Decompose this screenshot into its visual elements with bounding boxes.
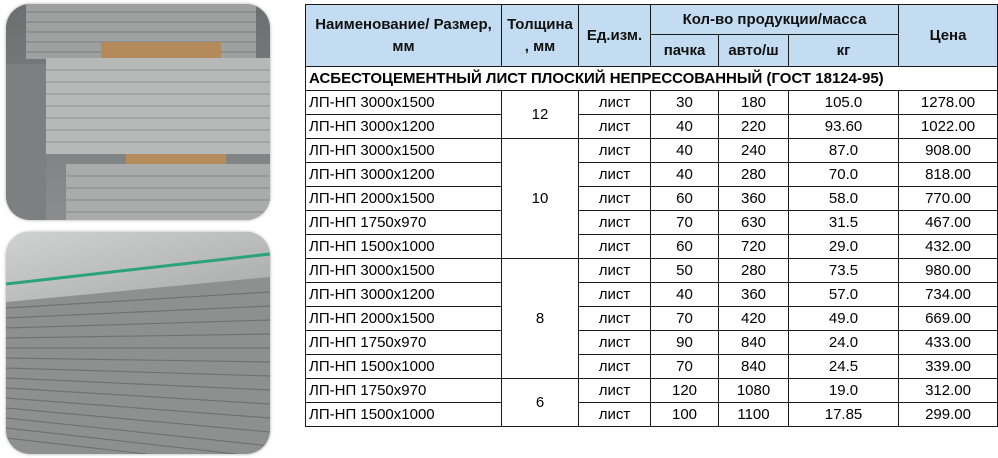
unit-cell: лист bbox=[579, 115, 651, 139]
truck-qty-cell: 630 bbox=[719, 211, 789, 235]
product-name-cell: ЛП-НП 1500х1000 bbox=[306, 355, 502, 379]
product-name-cell: ЛП-НП 3000х1200 bbox=[306, 163, 502, 187]
pack-qty-cell: 70 bbox=[651, 211, 719, 235]
weight-kg-cell: 31.5 bbox=[789, 211, 899, 235]
product-name-cell: ЛП-НП 3000х1200 bbox=[306, 115, 502, 139]
unit-cell: лист bbox=[579, 331, 651, 355]
thickness-cell: 8 bbox=[502, 259, 579, 379]
truck-qty-cell: 1080 bbox=[719, 379, 789, 403]
truck-qty-cell: 240 bbox=[719, 139, 789, 163]
header-unit: Ед.изм. bbox=[579, 5, 651, 67]
price-cell: 339.00 bbox=[899, 355, 998, 379]
unit-cell: лист bbox=[579, 355, 651, 379]
weight-kg-cell: 93.60 bbox=[789, 115, 899, 139]
product-name-cell: ЛП-НП 3000х1500 bbox=[306, 259, 502, 283]
unit-cell: лист bbox=[579, 91, 651, 115]
price-cell: 1022.00 bbox=[899, 115, 998, 139]
price-cell: 980.00 bbox=[899, 259, 998, 283]
pack-qty-cell: 40 bbox=[651, 115, 719, 139]
unit-cell: лист bbox=[579, 139, 651, 163]
product-name-cell: ЛП-НП 3000х1500 bbox=[306, 91, 502, 115]
table-header-row bbox=[306, 5, 998, 35]
product-name-cell: ЛП-НП 3000х1200 bbox=[306, 283, 502, 307]
product-name-cell: ЛП-НП 3000х1500 bbox=[306, 139, 502, 163]
weight-kg-cell: 24.5 bbox=[789, 355, 899, 379]
weight-kg-cell: 49.0 bbox=[789, 307, 899, 331]
price-cell: 433.00 bbox=[899, 331, 998, 355]
table-row bbox=[306, 307, 998, 331]
header-pack: пачка bbox=[651, 35, 719, 67]
header-price: Цена bbox=[899, 5, 998, 67]
truck-qty-cell: 840 bbox=[719, 331, 789, 355]
pack-qty-cell: 30 bbox=[651, 91, 719, 115]
price-cell: 432.00 bbox=[899, 235, 998, 259]
table-row bbox=[306, 331, 998, 355]
truck-qty-cell: 360 bbox=[719, 187, 789, 211]
pack-qty-cell: 50 bbox=[651, 259, 719, 283]
weight-kg-cell: 87.0 bbox=[789, 139, 899, 163]
header-kg: кг bbox=[789, 35, 899, 67]
weight-kg-cell: 73.5 bbox=[789, 259, 899, 283]
price-cell: 467.00 bbox=[899, 211, 998, 235]
unit-cell: лист bbox=[579, 211, 651, 235]
product-name-cell: ЛП-НП 2000х1500 bbox=[306, 307, 502, 331]
price-cell: 669.00 bbox=[899, 307, 998, 331]
product-name-cell: ЛП-НП 1750х970 bbox=[306, 379, 502, 403]
table-row bbox=[306, 139, 998, 163]
pack-qty-cell: 100 bbox=[651, 403, 719, 427]
truck-qty-cell: 360 bbox=[719, 283, 789, 307]
weight-kg-cell: 58.0 bbox=[789, 187, 899, 211]
truck-qty-cell: 1100 bbox=[719, 403, 789, 427]
truck-qty-cell: 840 bbox=[719, 355, 789, 379]
thickness-cell: 12 bbox=[502, 91, 579, 139]
unit-cell: лист bbox=[579, 283, 651, 307]
price-cell: 312.00 bbox=[899, 379, 998, 403]
pack-qty-cell: 40 bbox=[651, 163, 719, 187]
price-cell: 299.00 bbox=[899, 403, 998, 427]
price-cell: 770.00 bbox=[899, 187, 998, 211]
product-name-cell: ЛП-НП 1500х1000 bbox=[306, 403, 502, 427]
truck-qty-cell: 180 bbox=[719, 91, 789, 115]
truck-qty-cell: 280 bbox=[719, 259, 789, 283]
unit-cell: лист bbox=[579, 379, 651, 403]
table-row bbox=[306, 235, 998, 259]
price-table bbox=[305, 4, 998, 427]
price-cell: 734.00 bbox=[899, 283, 998, 307]
unit-cell: лист bbox=[579, 307, 651, 331]
truck-qty-cell: 420 bbox=[719, 307, 789, 331]
thickness-cell: 6 bbox=[502, 379, 579, 427]
weight-kg-cell: 105.0 bbox=[789, 91, 899, 115]
section-title-row bbox=[306, 67, 998, 91]
table-row bbox=[306, 163, 998, 187]
product-name-cell: ЛП-НП 1750х970 bbox=[306, 331, 502, 355]
pack-qty-cell: 60 bbox=[651, 235, 719, 259]
weight-kg-cell: 17.85 bbox=[789, 403, 899, 427]
table-row bbox=[306, 259, 998, 283]
header-name-size: Наименование/ Размер, мм bbox=[306, 5, 502, 67]
unit-cell: лист bbox=[579, 187, 651, 211]
pack-qty-cell: 90 bbox=[651, 331, 719, 355]
table-row bbox=[306, 283, 998, 307]
table-row bbox=[306, 91, 998, 115]
pack-qty-cell: 120 bbox=[651, 379, 719, 403]
thickness-cell: 10 bbox=[502, 139, 579, 259]
product-photo-sheet-edges bbox=[6, 232, 270, 454]
header-thickness: Толщина , мм bbox=[502, 5, 579, 67]
price-cell: 1278.00 bbox=[899, 91, 998, 115]
truck-qty-cell: 280 bbox=[719, 163, 789, 187]
weight-kg-cell: 57.0 bbox=[789, 283, 899, 307]
weight-kg-cell: 19.0 bbox=[789, 379, 899, 403]
unit-cell: лист bbox=[579, 259, 651, 283]
unit-cell: лист bbox=[579, 163, 651, 187]
table-row bbox=[306, 115, 998, 139]
table-row bbox=[306, 187, 998, 211]
truck-qty-cell: 220 bbox=[719, 115, 789, 139]
header-truck: авто/ш bbox=[719, 35, 789, 67]
weight-kg-cell: 29.0 bbox=[789, 235, 899, 259]
weight-kg-cell: 24.0 bbox=[789, 331, 899, 355]
product-name-cell: ЛП-НП 2000х1500 bbox=[306, 187, 502, 211]
product-name-cell: ЛП-НП 1750х970 bbox=[306, 211, 502, 235]
weight-kg-cell: 70.0 bbox=[789, 163, 899, 187]
pack-qty-cell: 60 bbox=[651, 187, 719, 211]
product-photo-stacked-sheets bbox=[6, 4, 270, 220]
pack-qty-cell: 70 bbox=[651, 355, 719, 379]
pack-qty-cell: 70 bbox=[651, 307, 719, 331]
unit-cell: лист bbox=[579, 235, 651, 259]
table-row bbox=[306, 211, 998, 235]
header-qty-group: Кол-во продукции/масса bbox=[651, 5, 899, 35]
pack-qty-cell: 40 bbox=[651, 283, 719, 307]
pack-qty-cell: 40 bbox=[651, 139, 719, 163]
truck-qty-cell: 720 bbox=[719, 235, 789, 259]
section-title: АСБЕСТОЦЕМЕНТНЫЙ ЛИСТ ПЛОСКИЙ НЕПРЕССОВАННЫЙ (ГОСТ 18124-95) bbox=[306, 67, 998, 91]
price-cell: 818.00 bbox=[899, 163, 998, 187]
table-row bbox=[306, 355, 998, 379]
product-name-cell: ЛП-НП 1500х1000 bbox=[306, 235, 502, 259]
unit-cell: лист bbox=[579, 403, 651, 427]
table-row bbox=[306, 403, 998, 427]
table-row bbox=[306, 379, 998, 403]
price-cell: 908.00 bbox=[899, 139, 998, 163]
